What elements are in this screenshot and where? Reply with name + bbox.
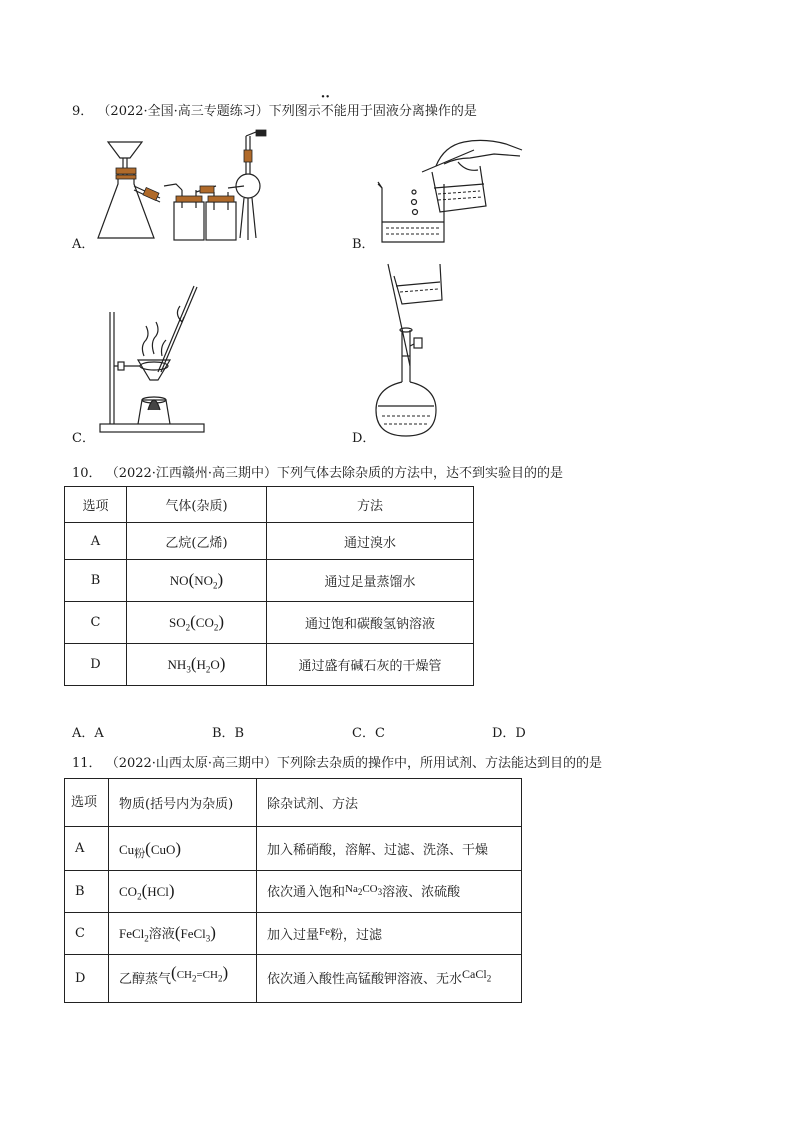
table-row xyxy=(65,644,474,686)
q10-number: 10． xyxy=(72,466,102,481)
q10-source: （2022·江西赣州·高三期中） xyxy=(105,466,278,481)
q11-row-substance: 乙醇蒸气$(CH_2=CH_2)$ xyxy=(109,955,257,1003)
q9-stem-before: 下列图示 xyxy=(268,104,321,119)
q10-answer-d: D．D xyxy=(492,726,526,741)
q10-row-gas: $NH_3(H_2O)$ xyxy=(127,644,267,686)
q10-answer-a: A．A xyxy=(72,726,104,741)
q10-row-method: 通过足量蒸馏水 xyxy=(267,560,474,602)
table-row xyxy=(65,955,522,1003)
q11-row-option: D xyxy=(65,955,109,1003)
q10-row-option: A xyxy=(65,523,127,560)
q11-title xyxy=(72,752,602,771)
q11-table xyxy=(64,778,522,1003)
table-row xyxy=(65,602,474,644)
q11-row-substance: FeCl$_2$溶液(FeCl$_3$) xyxy=(109,913,257,955)
q9-number: 9． xyxy=(72,104,94,119)
q10-stem: 下列气体去除杂质的方法中，达不到实验目的的是 xyxy=(277,466,564,481)
q10-answer-b: B．B xyxy=(212,726,245,741)
q10-row-method: 通过溴水 xyxy=(267,523,474,560)
q9-stem-after: 用于固液分离操作的是 xyxy=(346,104,477,119)
q10-title xyxy=(72,462,563,481)
q11-header-option: 选项 xyxy=(65,779,109,827)
q11-row-method: 加入过量$^{Fe}$粉，过滤 xyxy=(257,913,522,955)
q10-header-gas: 气体(杂质) xyxy=(127,487,267,523)
q10-answer-options xyxy=(72,722,632,741)
q11-source: （2022·山西太原·高三期中） xyxy=(105,756,278,771)
q10-answer-c: C．C xyxy=(352,726,385,741)
q11-row-option: C xyxy=(65,913,109,955)
table-row xyxy=(65,827,522,871)
q9-figure-a-suction-filtration xyxy=(96,128,286,248)
q11-row-substance: $CO_2(HCl)$ xyxy=(109,871,257,913)
q10-row-option: D xyxy=(65,644,127,686)
q9-option-a-label: A． xyxy=(72,237,95,252)
table-row xyxy=(65,523,474,560)
q9-title xyxy=(72,100,477,119)
q10-header-option: 选项 xyxy=(65,487,127,523)
q9-option-d-label: D． xyxy=(352,431,376,446)
table-row xyxy=(65,913,522,955)
q11-stem: 下列除去杂质的操作中，所用试剂、方法能达到目的的是 xyxy=(277,756,603,771)
q9-figure-c-stand-filtration xyxy=(98,280,208,436)
q11-number: 11． xyxy=(72,756,102,771)
q9-figure-b-beaker-pouring xyxy=(374,136,524,248)
q11-header-method: 除杂试剂、方法 xyxy=(257,779,522,827)
q9-option-c-label: C． xyxy=(72,431,95,446)
q11-header-substance: 物质(括号内为杂质) xyxy=(109,779,257,827)
q11-row-method: 依次通入饱和$^{Na_2CO_3}$溶液、浓硫酸 xyxy=(257,871,522,913)
q9-figure-d-volumetric-transfer xyxy=(374,260,474,440)
table-row xyxy=(65,560,474,602)
q9-stem-emphasis: ·· 不能 xyxy=(321,104,347,119)
q10-header-row xyxy=(65,487,474,523)
q10-table xyxy=(64,486,474,686)
q10-header-method: 方法 xyxy=(267,487,474,523)
q10-row-gas: $SO_2(CO_2)$ xyxy=(127,602,267,644)
q10-row-gas: 乙烷(乙烯) xyxy=(127,523,267,560)
q10-row-method: 通过饱和碳酸氢钠溶液 xyxy=(267,602,474,644)
q10-row-option: B xyxy=(65,560,127,602)
q10-row-gas: $NO(NO_2)$ xyxy=(127,560,267,602)
q9-source: （2022·全国·高三专题练习） xyxy=(97,104,269,119)
table-row xyxy=(65,871,522,913)
q11-row-option: A xyxy=(65,827,109,871)
q11-row-method: 依次通入酸性高锰酸钾溶液、无水CaCl$_2$ xyxy=(257,955,522,1003)
q11-row-substance: $Cu_粉(CuO)$ xyxy=(109,827,257,871)
q11-row-option: B xyxy=(65,871,109,913)
q11-header-row xyxy=(65,779,522,827)
q10-row-option: C xyxy=(65,602,127,644)
q10-row-method: 通过盛有碱石灰的干燥管 xyxy=(267,644,474,686)
q11-row-method: 加入稀硝酸，溶解、过滤、洗涤、干燥 xyxy=(257,827,522,871)
q9-option-b-label: B． xyxy=(352,237,375,252)
